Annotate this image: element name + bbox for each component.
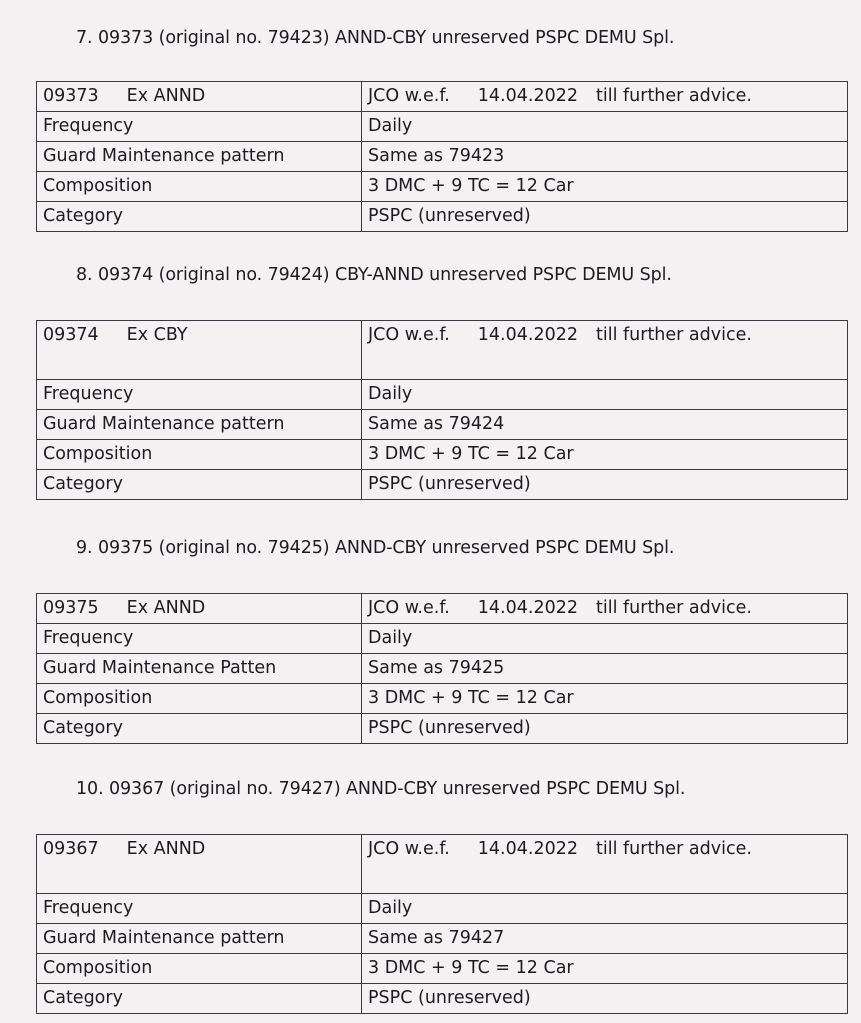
table-row [37,684,848,714]
table-row [37,594,848,624]
row-value: Daily [362,380,848,410]
row-value: PSPC (unreserved) [362,202,848,232]
schedule-table [36,834,848,1014]
schedule-table [36,593,848,744]
schedule-date: 14.04.2022 [477,839,578,859]
row-label: Category [37,714,362,744]
row-label: Composition [37,954,362,984]
row-label: Category [37,984,362,1014]
table-row [37,835,848,894]
row-value: PSPC (unreserved) [362,470,848,500]
train-cell [37,82,362,112]
row-label: Composition [37,684,362,714]
table-row [37,82,848,112]
row-value: Daily [362,624,848,654]
schedule-table [36,81,848,232]
schedule-jco: JCO w.e.f. [368,325,450,345]
row-label: Category [37,202,362,232]
schedule-until: till further advice. [595,325,752,345]
table-row [37,624,848,654]
table-row [37,380,848,410]
row-label: Guard Maintenance Patten [37,654,362,684]
row-label: Category [37,470,362,500]
train-origin: Ex ANND [126,839,206,859]
schedule-jco: JCO w.e.f. [368,839,450,859]
table-row [37,112,848,142]
train-cell [37,835,362,894]
table-row [37,954,848,984]
row-value: Same as 79423 [362,142,848,172]
row-value: 3 DMC + 9 TC = 12 Car [362,172,848,202]
row-label: Guard Maintenance pattern [37,924,362,954]
table-row [37,410,848,440]
row-value: Daily [362,112,848,142]
row-label: Frequency [37,624,362,654]
table-row [37,654,848,684]
row-value: 3 DMC + 9 TC = 12 Car [362,684,848,714]
table-row [37,321,848,380]
train-number: 09367 [43,839,99,859]
schedule-cell [362,835,848,894]
train-cell [37,321,362,380]
table-row [37,984,848,1014]
schedule-date: 14.04.2022 [477,325,578,345]
row-label: Frequency [37,894,362,924]
train-origin: Ex ANND [126,598,206,618]
train-number: 09374 [43,325,99,345]
section-heading: 8. 09374 (original no. 79424) CBY-ANND unreserved PSPC DEMU Spl. [76,265,672,285]
row-value: PSPC (unreserved) [362,714,848,744]
row-value: PSPC (unreserved) [362,984,848,1014]
schedule-until: till further advice. [595,839,752,859]
row-value: Same as 79424 [362,410,848,440]
schedule-cell [362,321,848,380]
row-value: Same as 79427 [362,924,848,954]
row-label: Composition [37,440,362,470]
section-heading: 7. 09373 (original no. 79423) ANND-CBY unreserved PSPC DEMU Spl. [76,28,675,48]
train-origin: Ex CBY [126,325,188,345]
schedule-cell [362,594,848,624]
schedule-date: 14.04.2022 [477,598,578,618]
table-row [37,894,848,924]
row-label: Frequency [37,112,362,142]
schedule-date: 14.04.2022 [477,86,578,106]
row-value: 3 DMC + 9 TC = 12 Car [362,954,848,984]
row-value: Same as 79425 [362,654,848,684]
table-row [37,470,848,500]
row-label: Frequency [37,380,362,410]
schedule-table [36,320,848,500]
table-row [37,924,848,954]
schedule-until: till further advice. [595,598,752,618]
schedule-until: till further advice. [595,86,752,106]
train-cell [37,594,362,624]
row-value: Daily [362,894,848,924]
section-heading: 9. 09375 (original no. 79425) ANND-CBY unreserved PSPC DEMU Spl. [76,538,675,558]
row-label: Guard Maintenance pattern [37,142,362,172]
table-row [37,202,848,232]
row-value: 3 DMC + 9 TC = 12 Car [362,440,848,470]
train-origin: Ex ANND [126,86,206,106]
row-label: Guard Maintenance pattern [37,410,362,440]
table-row [37,142,848,172]
table-row [37,172,848,202]
section-heading: 10. 09367 (original no. 79427) ANND-CBY unreserved PSPC DEMU Spl. [76,779,686,799]
schedule-jco: JCO w.e.f. [368,86,450,106]
schedule-cell [362,82,848,112]
train-number: 09373 [43,86,99,106]
train-number: 09375 [43,598,99,618]
table-row [37,440,848,470]
row-label: Composition [37,172,362,202]
schedule-jco: JCO w.e.f. [368,598,450,618]
table-row [37,714,848,744]
